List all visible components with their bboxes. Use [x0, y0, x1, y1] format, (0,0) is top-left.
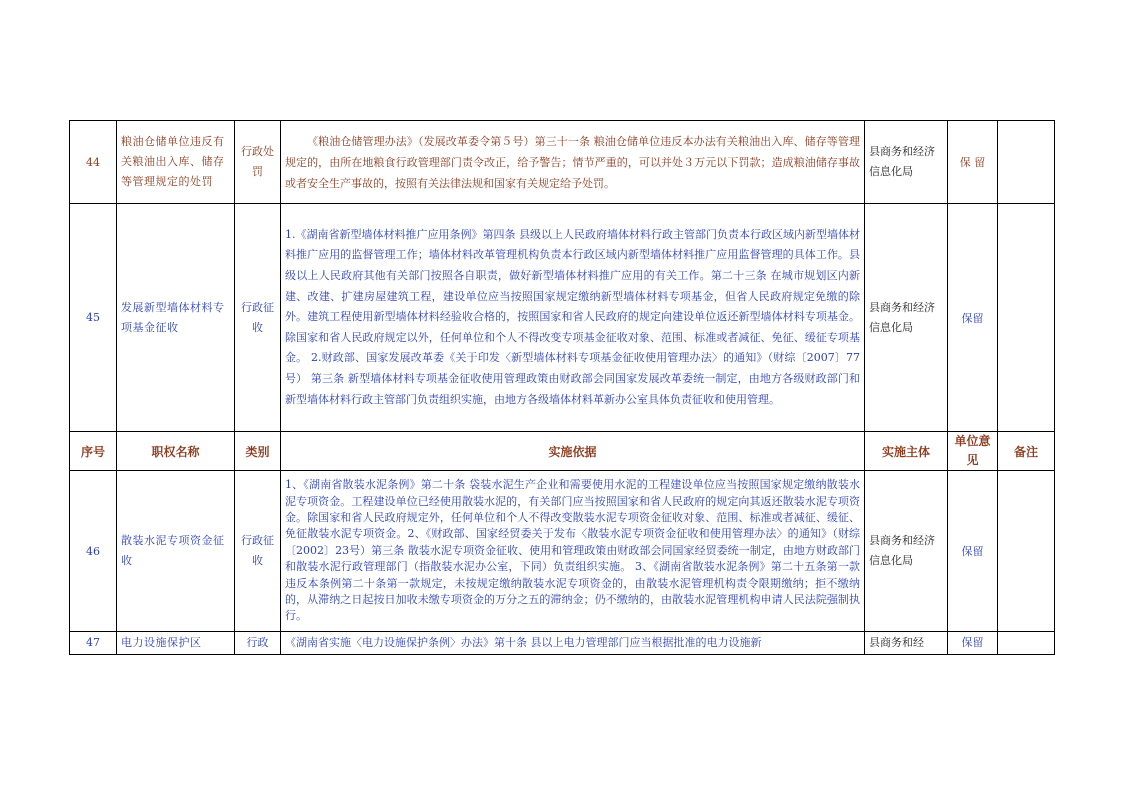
implementing-agency: 县商务和经济信息化局: [865, 204, 948, 432]
authority-name: 发展新型墙体材料专项基金征收: [117, 204, 235, 432]
implementing-agency: 县商务和经: [865, 632, 948, 655]
table-header-row: [70, 432, 1055, 471]
table-row: [70, 121, 1055, 204]
unit-opinion: 保留: [948, 632, 998, 655]
header-basis: 实施依据: [281, 432, 865, 471]
implementing-agency: 县商务和经济信息化局: [865, 121, 948, 204]
remarks: [998, 471, 1055, 632]
unit-opinion: 保 留: [948, 121, 998, 204]
remarks: [998, 632, 1055, 655]
authority-name: 散装水泥专项资金征收: [117, 471, 235, 632]
header-note: 备注: [998, 432, 1055, 471]
remarks: [998, 204, 1055, 432]
authority-category: 行政征收: [235, 471, 281, 632]
legal-basis: 1.《湖南省新型墙体材料推广应用条例》第四条 县级以上人民政府墙体材料行政主管部门负责本行政区域内新型墙体材料推广应用的监督管理工作；墙体材料改革管理机构负责本行政区域内新型墙体材料推广应用监督管理的具体工作。县级以上人民政府其他有关部门按照各自职责，做好新型墙体材料推广应用的有关工作。第二十三条 在城市规划区内新建、改建、扩建房屋建筑工程，建设单位应当按照国家规定缴纳新型墙体材料专项基金，但省人民政府规定免缴的除外。建筑工程使用新型墙体材料经验收合格的，按照国家和省人民政府的规定向建设单位返还新型墙体材料专项基金。除国家和省人民政府规定以外，任何单位和个人不得改变专项基金征收对象、范围、标准或者减征、免征、缓征专项基金。 2.财政部、国家发展改革委《关于印发〈新型墙体材料专项基金征收使用管理办法〉的通知》（财综〔2007〕77号） 第三条 新型墙体材料专项基金征收使用管理政策由财政部会同国家发展改革委统一制定，由地方各级财政部门和新型墙体材料行政主管部门负责组织实施，由地方各级墙体材料革新办公室具体负责征收和使用管理。: [281, 204, 865, 432]
unit-opinion: 保留: [948, 471, 998, 632]
header-number: 序号: [70, 432, 117, 471]
row-number: 45: [70, 204, 117, 432]
authority-name: 粮油仓储单位违反有关粮油出入库、储存等管理规定的处罚: [117, 121, 235, 204]
table-row: [70, 632, 1055, 655]
authority-table: [69, 120, 1055, 655]
authority-name: 电力设施保护区: [117, 632, 235, 655]
row-number: 47: [70, 632, 117, 655]
authority-category: 行政征收: [235, 204, 281, 432]
legal-basis: 《湖南省实施〈电力设施保护条例〉办法》第十条 县以上电力管理部门应当根据批准的电力设施新: [281, 632, 865, 655]
header-name: 职权名称: [117, 432, 235, 471]
header-opinion: 单位意见: [948, 432, 998, 471]
implementing-agency: 县商务和经济信息化局: [865, 471, 948, 632]
row-number: 44: [70, 121, 117, 204]
legal-basis: 1、《湖南省散装水泥条例》第二十条 袋装水泥生产企业和需要使用水泥的工程建设单位应当按照国家规定缴纳散装水泥专项资金。工程建设单位已经使用散装水泥的，有关部门应当按照国家和省人民政府的规定向其返还散装水泥专项资金。除国家和省人民政府规定外，任何单位和个人不得改变散装水泥专项资金征收对象、范围、标准或者减征、缓征、免征散装水泥专项资金。2、《财政部、国家经贸委关于发布〈散装水泥专项资金征收和使用管理办法〉的通知》（财综〔2002〕23号）第三条 散装水泥专项资金征收、使用和管理政策由财政部会同国家经贸委统一制定，由地方财政部门和散装水泥行政管理部门（指散装水泥办公室，下同）负责组织实施。 3、《湖南省散装水泥条例》第二十五条第一款 违反本条例第二十条第一款规定，未按规定缴纳散装水泥专项资金的，由散装水泥管理机构责令限期缴纳；拒不缴纳的，从滞纳之日起按日加收未缴专项资金的万分之五的滞纳金；仍不缴纳的，由散装水泥管理机构申请人民法院强制执行。: [281, 471, 865, 632]
remarks: [998, 121, 1055, 204]
header-agency: 实施主体: [865, 432, 948, 471]
row-number: 46: [70, 471, 117, 632]
unit-opinion: 保留: [948, 204, 998, 432]
table-row: [70, 471, 1055, 632]
authority-category: 行政处罚: [235, 121, 281, 204]
header-category: 类别: [235, 432, 281, 471]
legal-basis: 《粮油仓储管理办法》（发展改革委令第５号）第三十一条 粮油仓储单位违反本办法有关粮油出入库、储存等管理规定的，由所在地粮食行政管理部门责令改正，给予警告；情节严重的，可以并处３万元以下罚款；造成粮油储存事故或者安全生产事故的，按照有关法律法规和国家有关规定给予处罚。: [281, 121, 865, 204]
table-row: [70, 204, 1055, 432]
authority-category: 行政: [235, 632, 281, 655]
